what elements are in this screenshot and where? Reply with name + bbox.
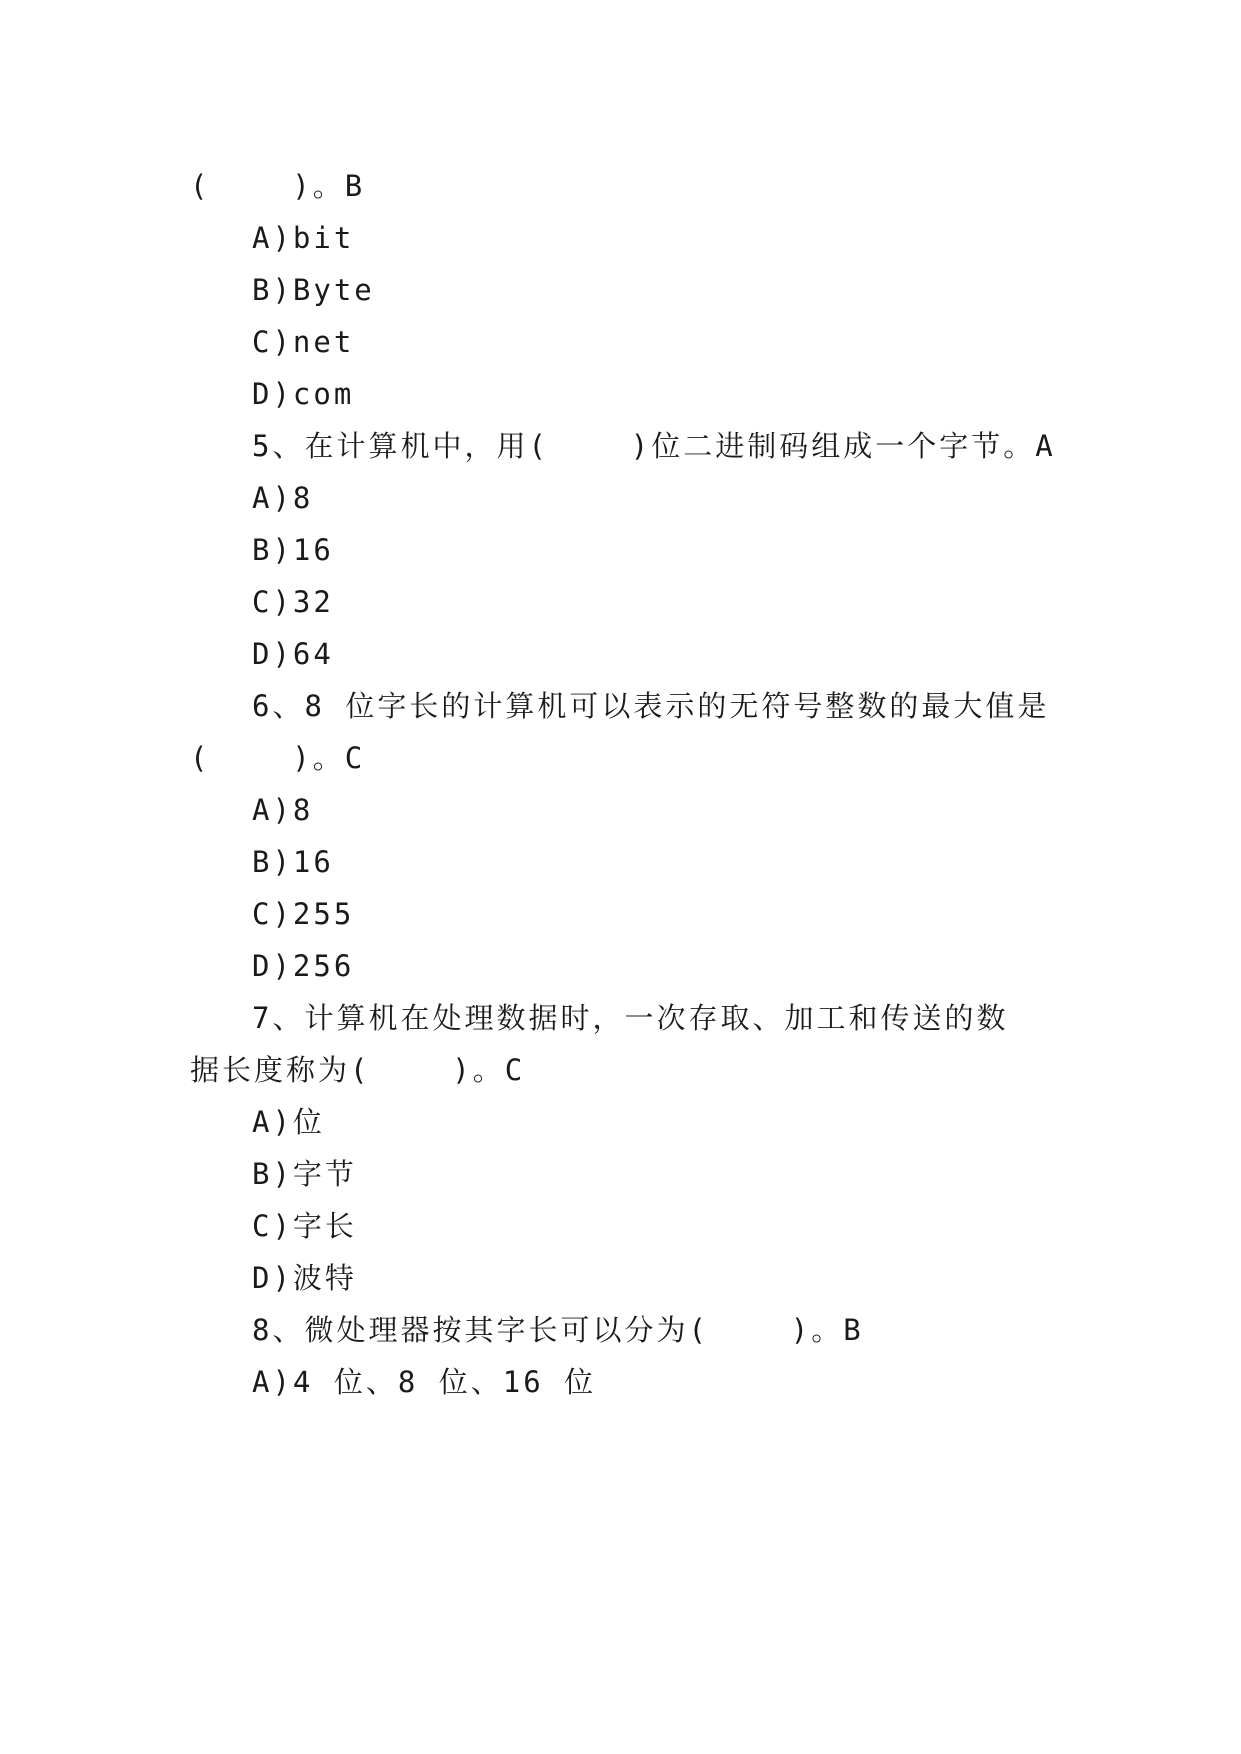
q6-question: 6、8 位字长的计算机可以表示的无符号整数的最大值是: [252, 689, 1050, 723]
q4-option-c: C)net: [252, 325, 355, 359]
q8-option-a: A)4 位、8 位、16 位: [252, 1365, 597, 1399]
q7-option-c: C)字长: [252, 1209, 357, 1243]
q7-option-b: B)字节: [252, 1157, 357, 1191]
q5-option-b: B)16: [252, 533, 334, 567]
q5-option-d: D)64: [252, 637, 334, 671]
q6-option-d: D)256: [252, 949, 355, 983]
q7-question-cont: 据长度称为( )。C: [190, 1053, 526, 1087]
q6-option-a: A)8: [252, 793, 314, 827]
q8-question: 8、微处理器按其字长可以分为( )。B: [252, 1313, 864, 1347]
q7-option-a: A)位: [252, 1105, 325, 1139]
q6-answer-bracket: ( )。C: [190, 741, 366, 775]
q4-option-b: B)Byte: [252, 273, 375, 307]
q6-option-b: B)16: [252, 845, 334, 879]
q4-option-a: A)bit: [252, 221, 355, 255]
q6-option-c: C)255: [252, 897, 355, 931]
q4-answer-bracket: ( )。B: [190, 169, 366, 203]
q5-question: 5、在计算机中，用( )位二进制码组成一个字节。A: [252, 429, 1056, 463]
q5-option-a: A)8: [252, 481, 314, 515]
q5-option-c: C)32: [252, 585, 334, 619]
q7-option-d: D)波特: [252, 1261, 357, 1295]
q4-option-d: D)com: [252, 377, 355, 411]
q7-question: 7、计算机在处理数据时，一次存取、加工和传送的数: [252, 1001, 1009, 1035]
